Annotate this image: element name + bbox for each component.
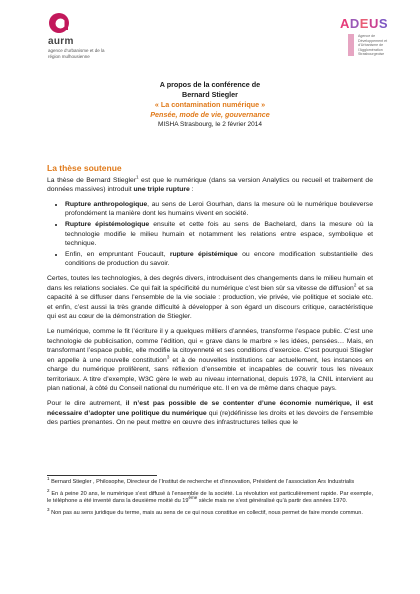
title-venue-date: MISHA Strasbourg, le 2 février 2014 [157, 121, 263, 128]
footnote-3-text: Non pas au sens juridique du terme, mais au sens de ce qui nous constitue en collectif, nous permet de faire monde commun. [49, 509, 363, 516]
p4-emphasis: il n’est pas possible de se contenter d’une économie numérique, il est nécessaire d’adopter une politique du numérique [47, 400, 373, 417]
footnote-3 [47, 506, 373, 518]
footnote-2-superscript: ème [188, 495, 198, 501]
aurm-logo-icon [48, 12, 70, 34]
paragraph-public-space [47, 327, 373, 394]
p3-text-a: Le numérique, comme le fit l’écriture il y a quelques milliers d’années, transforme l’espace public. C’est une technologie de publicisation, comme l’édition, qui « grave dans le marbre » les idées, pensées… Mais, en transformant l’espace public, elle modifie la citoyenneté et ses conditions d’exercice. C’est pourquoi Stiegler en appelle à une nouvelle constitution [47, 327, 373, 364]
p4-text-a: Pour le dire autrement, [47, 400, 126, 408]
bullet-1-emphasis: Rupture anthropologique [65, 200, 148, 208]
intro-paragraph [47, 176, 373, 195]
footnote-ref-1[interactable]: 1 [136, 174, 139, 180]
title-block [0, 80, 420, 130]
bullet-3-emphasis: rupture épistémique [169, 250, 238, 258]
title-conference: « La contamination numérique » [154, 100, 266, 109]
footnote-1 [47, 476, 373, 487]
aurm-subtitle: agence d’urbanisme et de la région mulhousienne [48, 48, 105, 59]
adeus-logo-icon: ADEUS [340, 16, 389, 31]
footnote-2-text: En à peine 20 ans, le numérique s’est diffusé à l’ensemble de la société. La révolution est particulièrement rapide. Par exemple, le téléphone a été inventé dans la deuxième moitié du 19 [47, 490, 373, 505]
section-heading: La thèse soutenue [47, 163, 122, 173]
footnotes [47, 476, 373, 521]
paragraph-policy [47, 399, 373, 428]
intro-emphasis: une triple rupture [133, 186, 190, 194]
bullet-2-emphasis: Rupture épistémologique [65, 220, 150, 228]
rupture-list [47, 200, 373, 269]
intro-text-c: : [189, 186, 194, 194]
list-item [65, 250, 373, 269]
p2-text-b: et sa capacité à se diffuser dans l’ensemble de la vie sociale : production, vie privée, vie politique et sociale etc. et enfin, c’est aussi la très grande difficulté à développer à son égard un discours critique, caractéristique qui est au cœur de la démonstration de Stiegler. [47, 284, 374, 321]
footnote-1-number: 1 [47, 476, 50, 482]
title-line-1: A propos de la conférence de [159, 80, 261, 89]
p3-text-b: et à de nouvelles institutions car actuellement, les instances en charge du numérique prolifèrent, sans réflexion d’ensemble et incapables de couvrir tous les niveaux territoriaux. A titre d’exemple, W3C gère le web au niveau international, depuis 1978, la CNIL intervient au plan national, à côté du Conseil national du numérique etc. Il en va de même dans chaque pays. [47, 356, 373, 393]
aurm-name: aurm [48, 36, 74, 47]
footnote-2-number: 2 [47, 487, 50, 493]
footnote-3-number: 3 [47, 506, 50, 512]
title-speaker: Bernard Stiegler [182, 90, 238, 99]
bullet-3-pre: Enfin, en empruntant Foucault, [65, 250, 170, 258]
p2-text-a: Certes, toutes les technologies, à des degrés divers, introduisent des changements dans le milieu humain et dans les relations sociales. Ce qui fait la spécificité du numérique c’est bien sûr sa vitesse de diffusion [47, 274, 373, 292]
bullet-3-text: ou encore modification substantielle des conditions de production du savoir. [65, 250, 373, 268]
adeus-mark-icon [348, 34, 354, 56]
title-subtitle: Pensée, mode de vie, gouvernance [150, 110, 270, 119]
aurm-logo-block [48, 12, 138, 59]
footnote-1-text: Bernard Stiegler , Philosophe, Directeur de l’Institut de recherche et d’innovation, Président de l’association Ars Industrialis [49, 479, 355, 485]
intro-text-b: est que le numérique (dans sa version Analytics ou recueil et traitement de données massives) introduit [47, 176, 373, 194]
intro-text-a: La thèse de Bernard Stiegler [47, 176, 137, 184]
footnote-2 [47, 487, 373, 506]
adeus-logo-block [340, 16, 400, 57]
list-item [65, 220, 373, 249]
bullet-1-text: , au sens de Leroi Gourhan, dans la mesure où le numérique bouleverse profondément la manière dont les humains vivent en société. [65, 200, 373, 218]
footnote-ref-2[interactable]: 2 [353, 282, 357, 288]
bullet-2-text: ensuite et cette fois au sens de Bachelard, dans la mesure où la technologie modifie le milieu humain et notamment les relations entre espace, symbolique et technique. [65, 220, 373, 248]
body-content [47, 164, 373, 433]
list-item [65, 200, 373, 219]
footnote-divider [47, 475, 157, 476]
paragraph-speed [47, 274, 373, 322]
footnote-2-text-end: siècle mais ne s’est généralisé qu’à partir des années 1970. [197, 498, 348, 505]
footnote-ref-3[interactable]: 3 [166, 354, 170, 360]
adeus-tagline: Agence de Développement et d’Urbanisme de l’Agglomération Strasbourgeoise [358, 34, 388, 57]
p4-text-b: qui (re)définisse les droits et les devoirs de l’ensemble des parties prenantes. On ne peut mettre en œuvre des infrastructures telles que le [47, 409, 373, 427]
